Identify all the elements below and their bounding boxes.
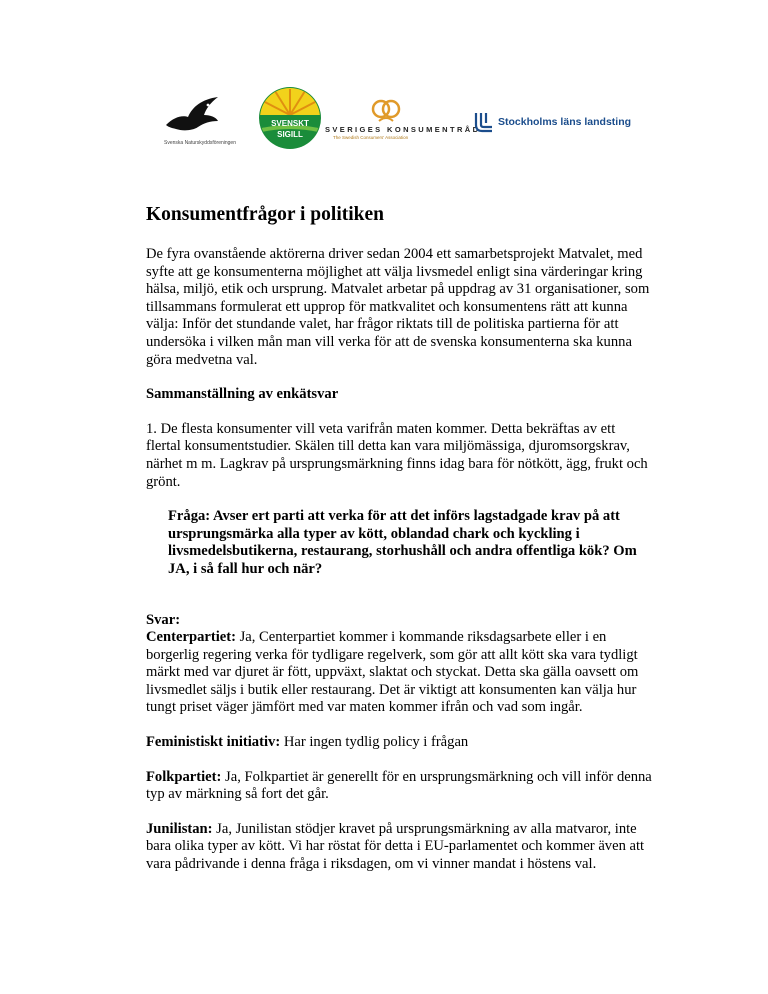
page-title: Konsumentfrågor i politiken <box>146 204 384 225</box>
konsumentrad-name: SVERIGES KONSUMENTRÅD <box>325 125 481 134</box>
answer-centerpartiet <box>146 629 652 717</box>
intro-paragraph: De fyra ovanstående aktörerna driver sedan 2004 ett samarbetsprojekt Matvalet, med syfte att ge konsumenterna möjlighet att välja livsmedel enligt sina värderingar kring hälsa, miljö, etik och ursprung. Matvalet arbetar på uppdrag av 31 organisationer, som tillsammans formulerat ett upprop för matkvalitet och konsumentens rätt att kunna välja: Inför det stundande valet, har frågor riktats till de politiska partierna för att undersöka i vilken mån man vill verka för att de svenska konsumenterna ska kunna göra medvetna val. <box>146 246 650 368</box>
summary-heading: Sammanställning av enkätsvar <box>146 386 339 403</box>
party-name: Folkpartiet: <box>146 768 222 785</box>
point-1-paragraph: 1. De flesta konsumenter vill veta varifrån maten kommer. Detta bekräftas av ett flertal konsumentstudier. Skälen till detta kan vara miljömässiga, djuromsorgskrav, närhet m m. Lagkrav på ursprungsmärkning finns idag bara för nötkött, ägg, frukt och grönt. <box>146 420 648 490</box>
sll-name: Stockholms läns landsting <box>498 116 632 128</box>
answers-heading: Svar: <box>146 611 181 628</box>
sigill-sun-icon <box>257 85 323 151</box>
answer-text: Ja, Centerpartiet kommer i kommande riksdagsarbete eller i en borgerlig regering verka för tydligare regelverk, som gör att allt kött ska vara tydligt märkt med var djuret är fött, uppväxt, slaktat och styckat. Detta ska gälla oavsett om livsmedlet säljs i butik eller restaurang. Det är viktigt att konsumenten kan välja hur tungt priset väger jämfört med var maten kommer ifrån och vad som ingår. <box>146 629 639 716</box>
question-paragraph: Fråga: Avser ert parti att verka för att det införs lagstadgade krav på att ursprungsmärka alla typer av kött, oblandad chark och kyckling i livsmedelsbutikerna, restaurang, storhushåll och andra offentliga kök? Om JA, i så fall hur och när? <box>168 508 637 577</box>
answer-junilistan <box>146 821 652 874</box>
konsumentrad-emblem-icon <box>371 97 401 125</box>
answer-text: Ja, Junilistan stödjer kravet på ursprungsmärkning av alla matvaror, inte bara olika typer av kött. Vi har röstat för detta i EU-parlamentet och kommer även att vara pådrivande i denna fråga i riksdagen, om vi vinner mandat i höstens val. <box>146 820 645 873</box>
party-name: Junilistan: <box>146 820 213 837</box>
answer-folkpartiet <box>146 769 652 804</box>
bird-icon <box>164 95 220 139</box>
svenskt-sigill-logo <box>257 85 323 151</box>
sll-crown-icon <box>472 111 496 135</box>
bird-logo-caption: Svenska Naturskyddsföreningen <box>164 140 236 146</box>
answer-feministiskt-initiativ <box>146 734 652 752</box>
naturskyddsforeningen-logo <box>164 95 236 146</box>
konsumentrad-logo <box>325 97 481 140</box>
sigill-top-text: SVENSKT <box>271 119 309 128</box>
document-body <box>146 204 652 891</box>
answer-text: Ja, Folkpartiet är generellt för en ursprungsmärkning och vill inför denna typ av märkning så fort det går. <box>146 768 652 803</box>
stockholms-lans-landsting-logo <box>472 111 642 137</box>
answer-text: Har ingen tydlig policy i frågan <box>280 734 469 751</box>
partner-logos <box>160 85 640 155</box>
party-name: Centerpartiet: <box>146 629 236 646</box>
sigill-bottom-text: SIGILL <box>277 130 303 139</box>
konsumentrad-subtitle: The Swedish Consumers' Association <box>333 135 409 140</box>
party-name: Feministiskt initiativ: <box>146 734 281 751</box>
